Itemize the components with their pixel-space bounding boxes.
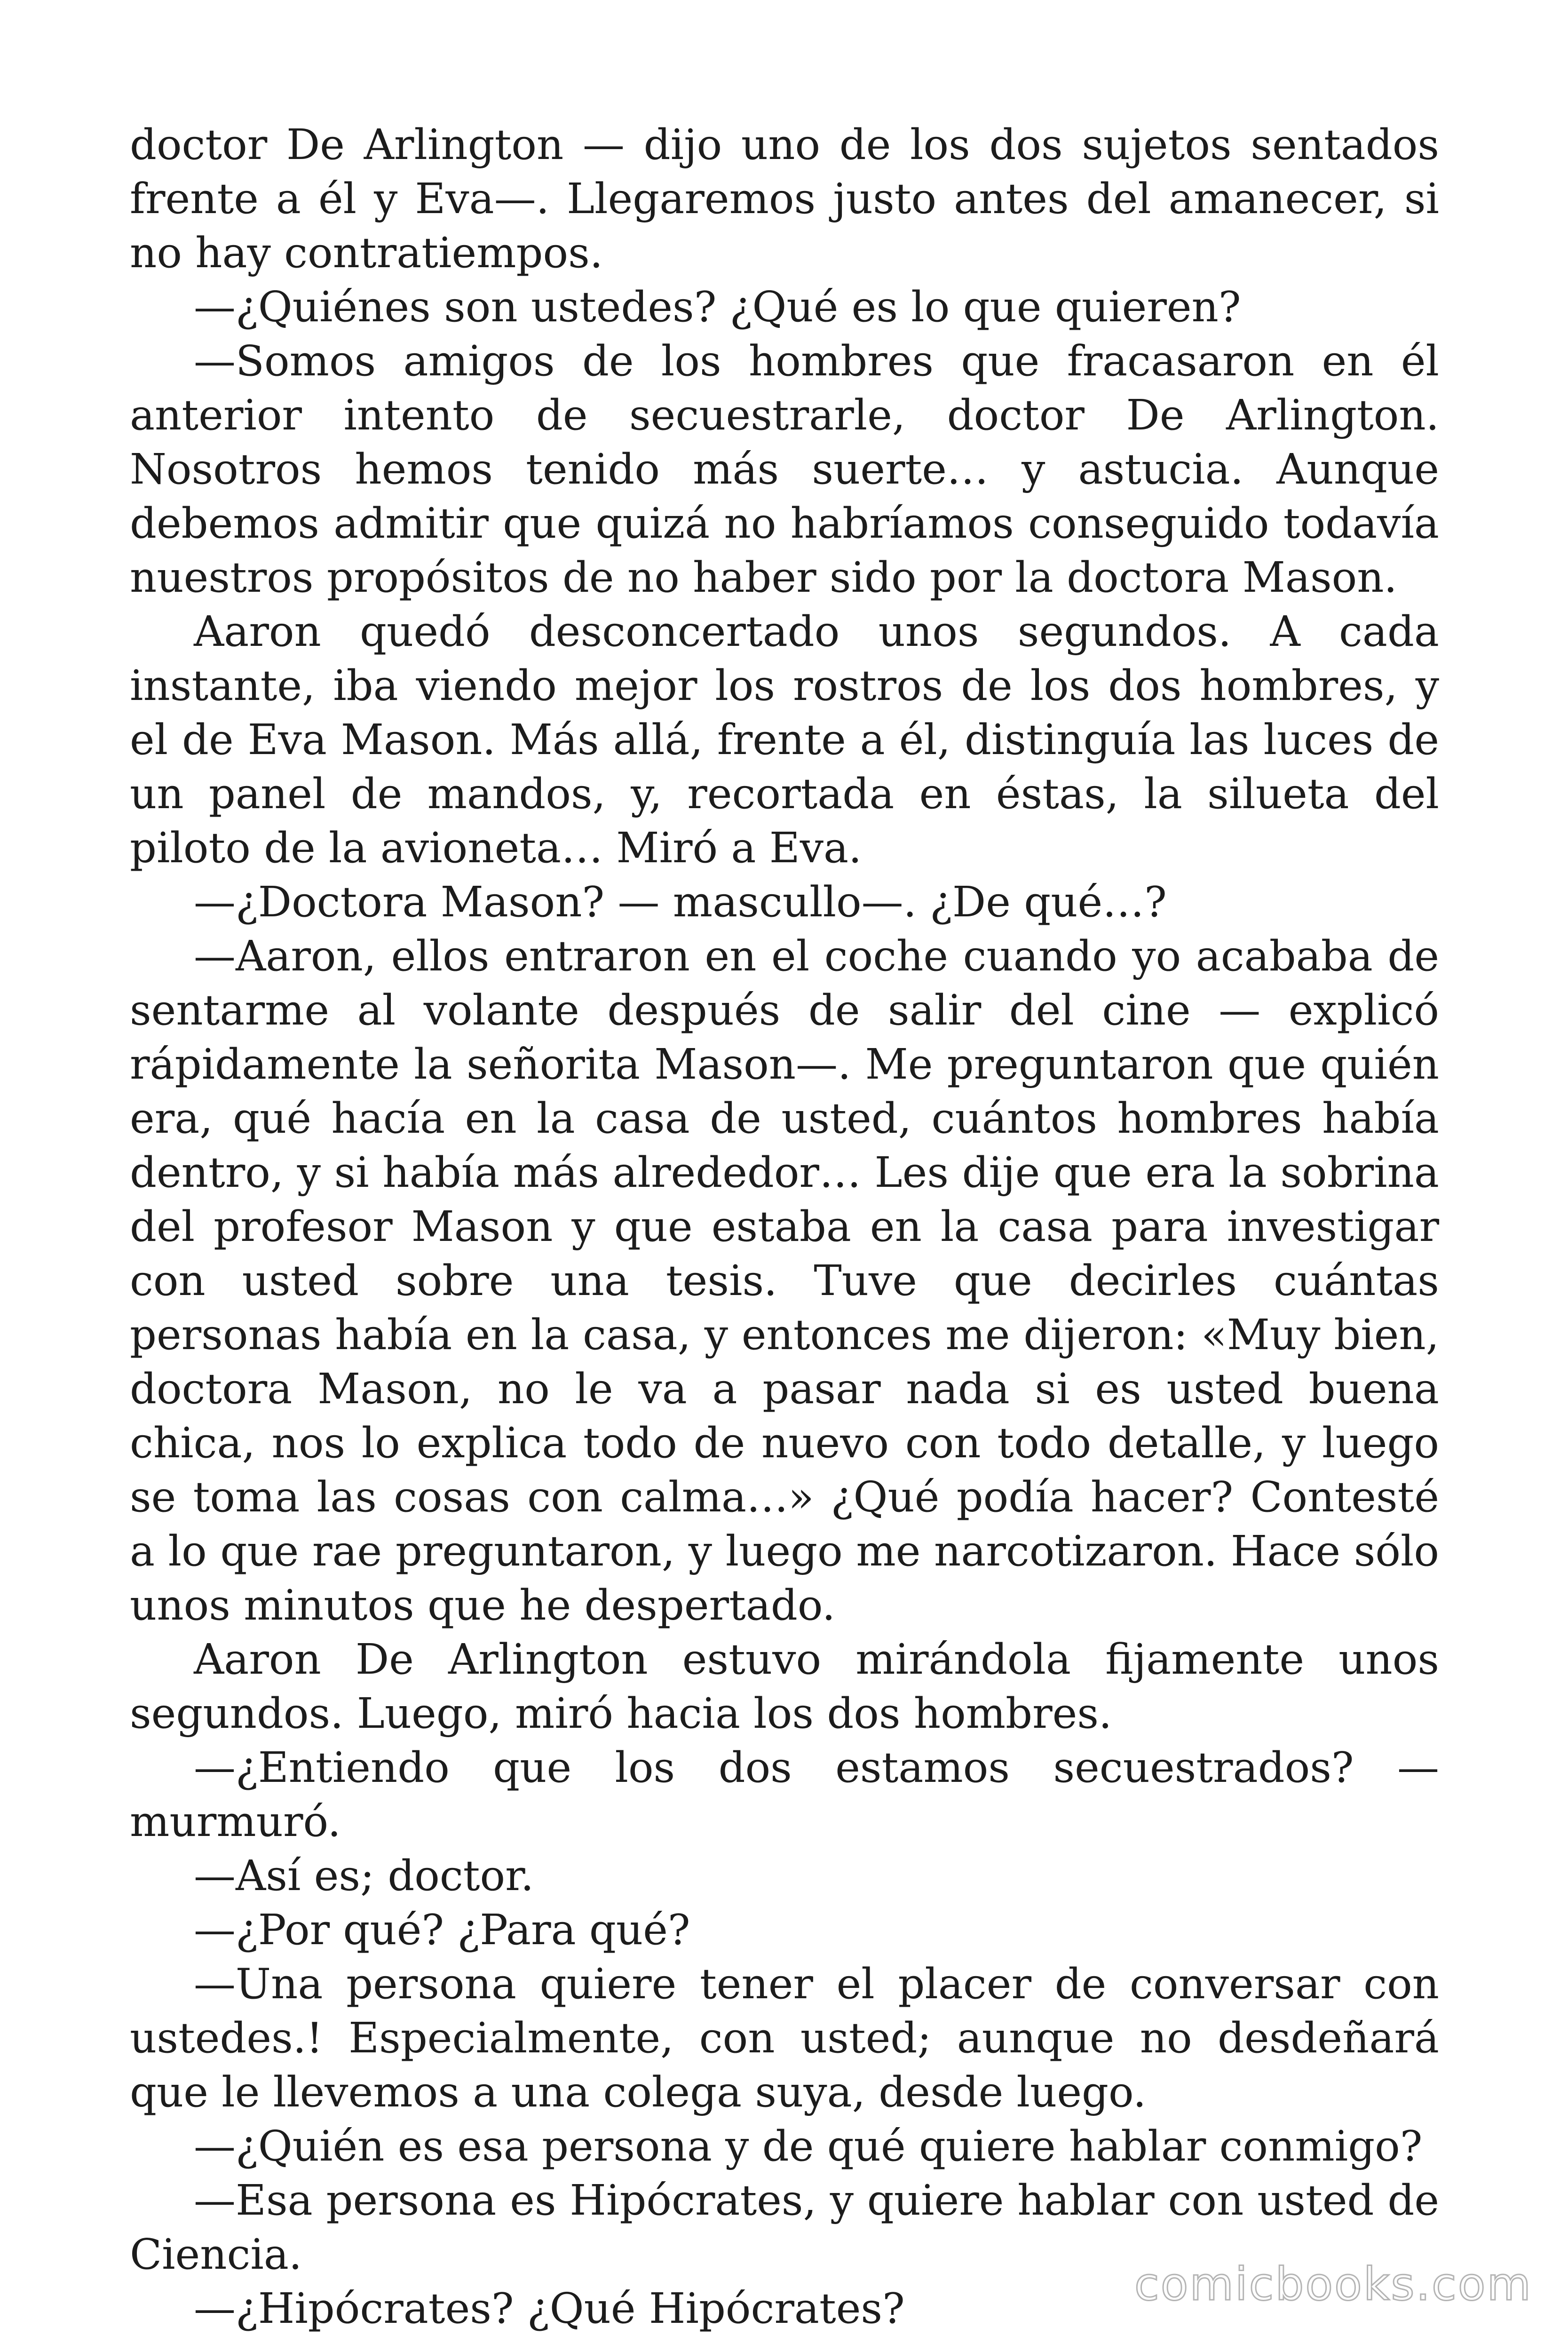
paragraph-8: —¿Entiendo que los dos estamos secuestrados? — murmuró. — [130, 1743, 1439, 1846]
paragraph-12: —¿Quién es esa persona y de qué quiere hablar conmigo? — [194, 2122, 1423, 2170]
paragraph-6: —Aaron, ellos entraron en el coche cuando yo acababa de sentarme al volante después de salir del cine — explicó rápidamente la señorita Mason—. Me preguntaron que quién era, qué hacía en la casa de usted, cuántos hombres había dentro, y si había más alrededor… Les dije que era la sobrina del profesor Mason y que estaba en la casa para investigar con usted sobre una tesis. Tuve que decirles cuántas personas había en la casa, y entonces me dijeron: «Muy bien, doctora Mason, no le va a pasar nada si es usted buena chica, nos lo explica todo de nuevo con todo detalle, y luego se toma las cosas con calma…» ¿Qué podía hacer? Contesté a lo que rae preguntaron, y luego me narcotizaron. Hace sólo unos minutos que he despertado. — [130, 931, 1439, 1629]
paragraph-5: —¿Doctora Mason? — mascullo—. ¿De qué…? — [194, 877, 1167, 926]
watermark: comicbooks.com — [1134, 2258, 1532, 2311]
paragraph-14: —¿Hipócrates? ¿Qué Hipócrates? — [194, 2284, 905, 2333]
paragraph-10: —¿Por qué? ¿Para qué? — [194, 1905, 690, 1954]
paragraph-13: —Esa persona es Hipócrates, y quiere hablar con usted de Ciencia. — [130, 2176, 1439, 2279]
paragraph-1: doctor De Arlington — dijo uno de los dos sujetos sentados frente a él y Eva—. Llegaremos justo antes del amanecer, si no hay contratiempos. — [130, 120, 1439, 277]
book-page-text — [130, 118, 1439, 2336]
paragraph-4: Aaron quedó desconcertado unos segundos. A cada instante, iba viendo mejor los rostros de los dos hombres, y el de Eva Mason. Más allá, frente a él, distinguía las luces de un panel de mandos, y, recortada en éstas, la silueta del piloto de la avioneta… Miró a Eva. — [130, 607, 1439, 872]
paragraph-2: —¿Quiénes son ustedes? ¿Qué es lo que quieren? — [194, 282, 1241, 331]
paragraph-7: Aaron De Arlington estuvo mirándola fijamente unos segundos. Luego, miró hacia los dos hombres. — [130, 1635, 1439, 1738]
paragraph-3: —Somos amigos de los hombres que fracasaron en él anterior intento de secuestrarle, doctor De Arlington. Nosotros hemos tenido más suerte… y astucia. Aunque debemos admitir que quizá no habríamos conseguido todavía nuestros propósitos de no haber sido por la doctora Mason. — [130, 336, 1439, 602]
paragraph-9: —Así es; doctor. — [194, 1851, 534, 1900]
paragraph-11: —Una persona quiere tener el placer de conversar con ustedes.! Especialmente, con usted; aunque no desdeñará que le llevemos a una colega suya, desde luego. — [130, 1959, 1439, 2116]
